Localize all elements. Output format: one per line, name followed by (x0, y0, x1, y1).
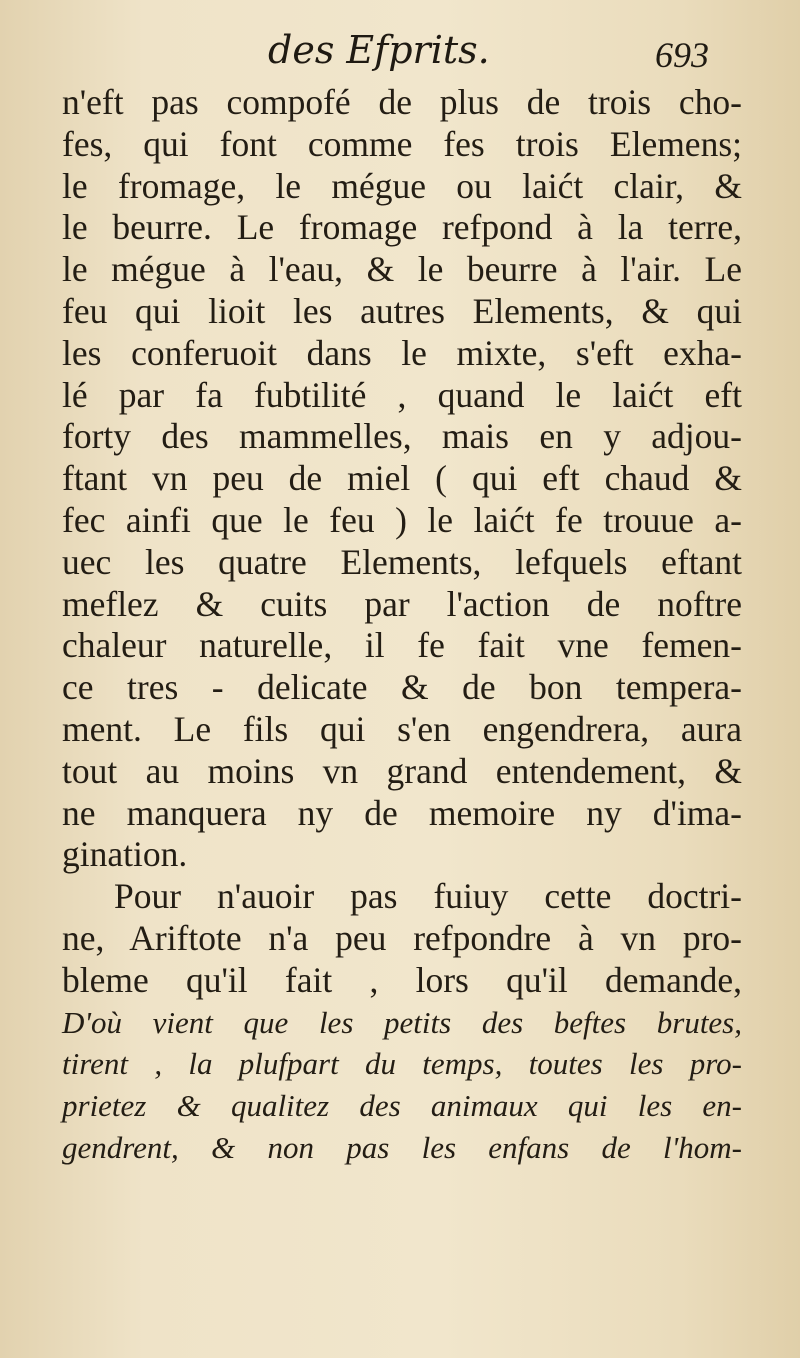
text-line: ne manquera ny de memoire ny d'ima- (62, 792, 742, 833)
text-line: feu qui lioit les autres Elements, & qui (62, 290, 742, 331)
page-number: 693 (655, 35, 709, 75)
text-line: les conferuoit dans le mixte, s'eft exha- (62, 332, 742, 373)
text-line: ne, Ariftote n'a peu refpondre à vn pro- (62, 917, 742, 958)
running-title: des Efprits. (268, 28, 490, 72)
italic-quote-line: D'où vient que les petits des beftes brutes, (62, 1004, 742, 1040)
text-line: le fromage, le mégue ou laićt clair, & (62, 165, 742, 206)
text-line: forty des mammelles, mais en y adjou- (62, 416, 742, 457)
italic-quote-line: prietez & qualitez des animaux qui les en- (62, 1088, 742, 1124)
text-line: gination. (62, 834, 188, 875)
text-line: ment. Le fils qui s'en engendrera, aura (62, 708, 742, 749)
text-line: ftant vn peu de miel ( qui eft chaud & (62, 458, 742, 499)
text-line: meflez & cuits par l'action de noftre (62, 583, 742, 624)
text-line: fec ainfi que le feu ) le laićt fe trouue a- (62, 499, 742, 540)
text-line: bleme qu'il fait , lors qu'il demande, (62, 959, 742, 1000)
paragraph-first-line: Pour n'auoir pas fuiuy cette doctri- (114, 876, 742, 917)
text-line: fes, qui font comme fes trois Elemens; (62, 123, 742, 164)
page-header (0, 22, 800, 82)
text-line: le beurre. Le fromage refpond à la terre, (62, 207, 742, 248)
text-line: chaleur naturelle, il fe fait vne femen- (62, 625, 742, 666)
text-line: n'eft pas compofé de plus de trois cho- (62, 82, 742, 122)
text-line: uec les quatre Elements, lefquels eftant (62, 541, 742, 582)
text-line: tout au moins vn grand entendement, & (62, 750, 742, 791)
text-line: ce tres - delicate & de bon tempera- (62, 667, 742, 708)
italic-quote-line: gendrent, & non pas les enfans de l'hom- (62, 1129, 742, 1165)
italic-quote-line: tirent , la plufpart du temps, toutes les pro- (62, 1046, 742, 1082)
text-line: le mégue à l'eau, & le beurre à l'air. Le (62, 249, 742, 290)
body-text (62, 82, 742, 1169)
text-line: lé par fa fubtilité , quand le laićt eft (62, 374, 742, 415)
